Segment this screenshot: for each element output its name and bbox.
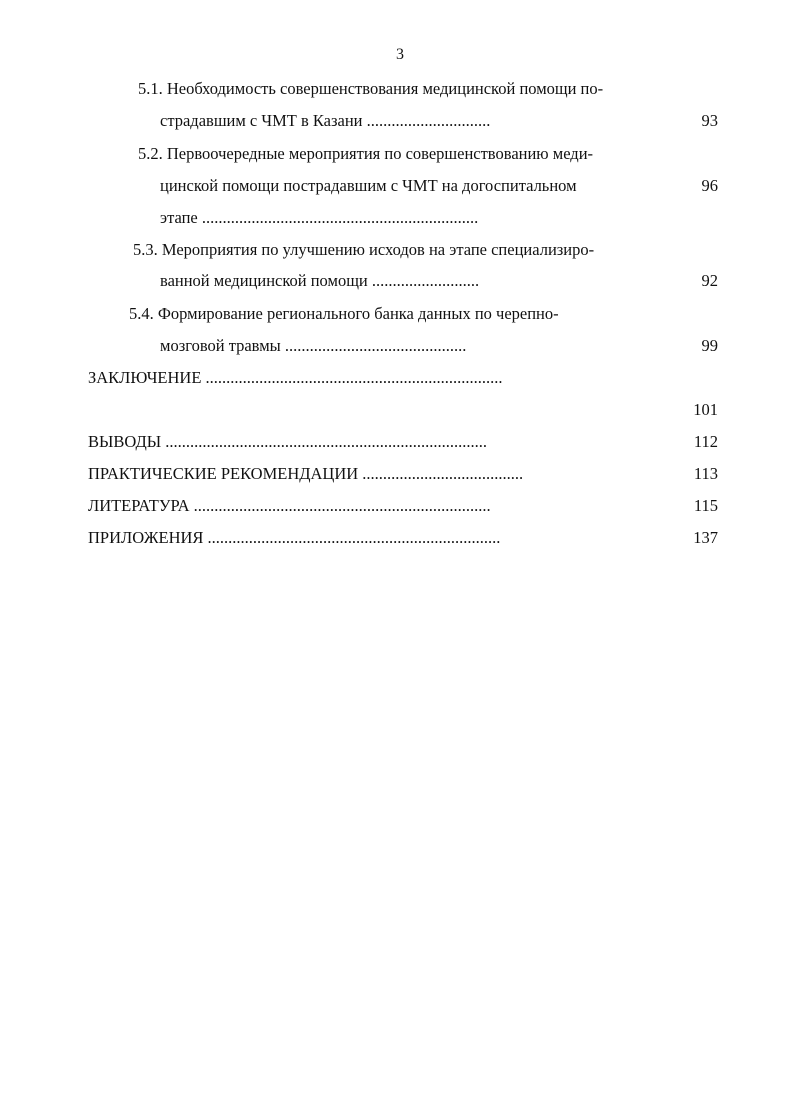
toc-literature-page: 115 xyxy=(693,496,718,515)
toc-findings: ВЫВОДЫ .............................................................................. xyxy=(88,432,488,451)
toc-5-2-line1: 5.2. Первоочередные мероприятия по совершенствованию меди- xyxy=(138,144,594,163)
toc-5-4-line1: 5.4. Формирование регионального банка данных по черепно- xyxy=(129,304,559,323)
toc-5-4-page: 99 xyxy=(701,336,718,355)
toc-5-1-page: 93 xyxy=(701,111,718,130)
toc-5-1-line2: страдавшим с ЧМТ в Казани .............................. xyxy=(160,111,491,130)
toc-5-2-line3: этапе ................................................................... xyxy=(160,208,479,227)
toc-conclusion: ЗАКЛЮЧЕНИЕ ........................................................................ xyxy=(88,368,503,387)
toc-5-3-line2: ванной медицинской помощи .......................... xyxy=(160,271,480,290)
toc-5-2-page: 96 xyxy=(701,176,718,195)
toc-literature: ЛИТЕРАТУРА ........................................................................ xyxy=(88,496,491,515)
toc-findings-page: 112 xyxy=(693,432,718,451)
toc-recommendations: ПРАКТИЧЕСКИЕ РЕКОМЕНДАЦИИ ....................................... xyxy=(88,464,524,483)
toc-appendices-page: 137 xyxy=(693,528,718,547)
toc-5-4-line2: мозговой травмы ............................................ xyxy=(160,336,467,355)
toc-conclusion-page: 101 xyxy=(693,400,718,419)
toc-5-1-line1: 5.1. Необходимость совершенствования медицинской помощи по- xyxy=(138,79,604,98)
toc-recommendations-page: 113 xyxy=(693,464,718,483)
toc-5-2-line2: цинской помощи пострадавшим с ЧМТ на догоспитальном xyxy=(160,176,577,195)
toc-appendices: ПРИЛОЖЕНИЯ ....................................................................... xyxy=(88,528,501,547)
page-number: 3 xyxy=(396,46,404,63)
toc-5-3-page: 92 xyxy=(701,271,718,290)
toc-5-3-line1: 5.3. Мероприятия по улучшению исходов на этапе специализиро- xyxy=(133,240,595,259)
